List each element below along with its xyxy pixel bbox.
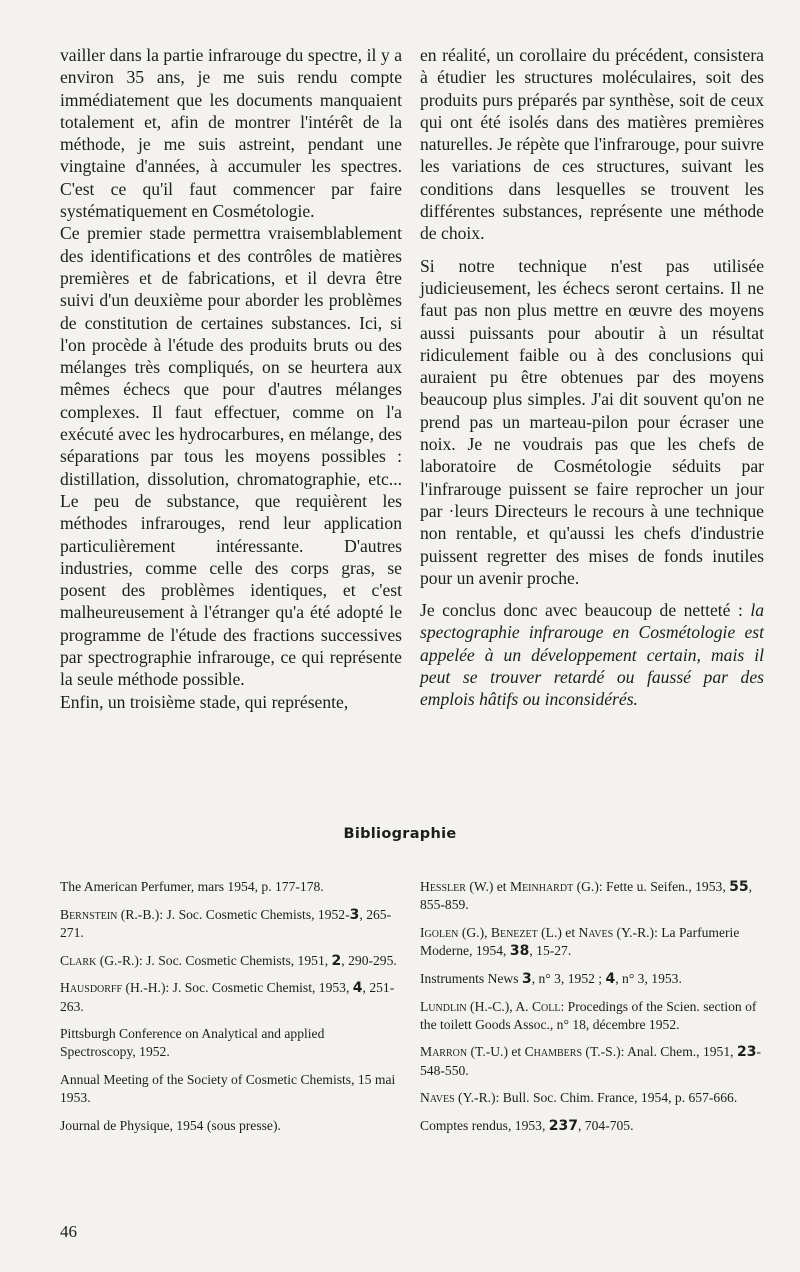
bib-entry xyxy=(60,906,402,942)
right-paragraph-1: en réalité, un corollaire du précédent, consistera à étudier les structures moléculaires, soit des produits purs préparés par synthèse, soit de ceux qui ont été isolés dans des matières premières naturelles. Je répète que l'infrarouge, pour suivre les variations de ces structures, suivant les conditions dans lesquelles se trouvent les différentes substances, représente une méthode de choix. xyxy=(420,45,764,244)
bib-text: (Y.-R.): La Parfumerie Moderne, 1954, xyxy=(420,924,740,959)
bib-pages: , 251-263. xyxy=(60,980,395,1014)
bib-volume: 23 xyxy=(736,1044,757,1061)
bib-text: The American Perfumer, mars 1954, p. 177-178. xyxy=(60,879,324,894)
bib-text: (T.-U.) et xyxy=(467,1044,525,1060)
bib-volume: 3 xyxy=(349,906,360,923)
bib-author: Igolen xyxy=(420,924,459,940)
bib-text: (T.-S.): Anal. Chem., 1951, xyxy=(582,1044,737,1060)
bib-text: (W.) et xyxy=(465,879,510,894)
bib-pages: , 855-859. xyxy=(420,879,753,913)
bib-entry xyxy=(60,1025,402,1061)
bib-pages: , 265-271. xyxy=(60,906,392,940)
bib-entry xyxy=(420,924,766,960)
bib-text: (G.), xyxy=(458,924,491,940)
bib-volume: 38 xyxy=(509,943,530,960)
bib-entry xyxy=(60,1117,402,1135)
bib-text: (H.-C.), A. xyxy=(466,998,532,1014)
bib-volume: 3 xyxy=(521,970,532,987)
bib-pages: , 290-295. xyxy=(341,952,397,968)
bib-volume: 2 xyxy=(331,952,342,969)
bib-author: Chambers xyxy=(524,1044,583,1060)
bib-pages: -548-550. xyxy=(420,1044,761,1078)
bibliography-heading: Bibliographie xyxy=(343,826,457,842)
bib-entry xyxy=(60,1071,402,1107)
bib-text: Instruments News xyxy=(420,970,522,986)
left-paragraph-1: vailler dans la partie infrarouge du spectre, il y a environ 35 ans, je me suis rendu compte immédiatement que les documents manquaient totalement et, afin de montrer l'intérêt de la méthode, je me suis astreint, pendant une vingtaine d'années, à accumuler les spectres. C'est ce qu'il faut commencer par faire systématiquement en Cosmétologie. xyxy=(60,45,402,222)
bib-text: (Y.-R.): Bull. Soc. Chim. France, 1954, p. 657-666. xyxy=(454,1090,738,1106)
bib-author: Marron xyxy=(420,1044,468,1060)
bib-entry xyxy=(420,1089,766,1107)
left-text-column xyxy=(60,44,402,713)
bib-entry xyxy=(420,878,766,914)
bib-author: Naves xyxy=(420,1090,455,1106)
bib-author: Benezet xyxy=(490,924,538,940)
conclusion-italic: la spectographie infrarouge en Cosmétologie est appelée à un développement certain, mais il peut se trouver retardé ou faussé par des emplois hâtifs ou inconsidérés. xyxy=(420,600,764,710)
bib-text: (G.): Fette u. Seifen., 1953, xyxy=(573,879,730,894)
bib-entry xyxy=(420,970,766,988)
left-paragraph-2: Ce premier stade permettra vraisemblablement des identifications et des contrôles de matières premières et de fabrications, et il devra être suivi d'un deuxième pour aborder les problèmes de constitution de certaines substances. Ici, si l'on procède à l'étude des produits bruts ou des mélanges très compliqués, on se heurtera aux mêmes échecs que pour d'autres mélanges complexes. Il faut effectuer, comme on l'a exécuté avec les hydrocarbures, en mélange, des séparations par tous les moyens possibles : distillation, dissolution, chromatographie, etc... Le peu de substance, que requièrent les méthodes infrarouges, rend leur application particulièrement intéressante. D'autres industries, comme celle des corps gras, se posent des problèmes identiques, et c'est malheureusement à l'étranger qu'a été adopté le programme de l'étude des fractions successives par spectrographie infrarouge, ce qui représente la seule méthode possible. xyxy=(60,223,402,690)
bib-text: (L.) et xyxy=(537,924,579,940)
bib-volume: 55 xyxy=(729,879,749,895)
conclusion-paragraph xyxy=(420,599,764,710)
bib-text: Annual Meeting of the Society of Cosmetic Chemists, 15 mai 1953. xyxy=(60,1072,396,1106)
bib-text: , n° 3, 1952 ; xyxy=(531,970,606,986)
bib-entry xyxy=(420,998,766,1034)
page-number: 46 xyxy=(60,1222,77,1241)
bib-entry xyxy=(60,952,402,970)
bib-text: (H.-H.): J. Soc. Cosmetic Chemist, 1953, xyxy=(122,980,353,996)
bib-volume: 237 xyxy=(548,1118,578,1135)
bib-entry xyxy=(60,979,402,1015)
bib-author: Hessler xyxy=(420,879,466,894)
bibliography-right-column xyxy=(420,878,766,1145)
bib-author: Coll xyxy=(531,998,561,1014)
bib-volume: 4 xyxy=(352,980,363,997)
bib-pages: , 704-705. xyxy=(578,1118,634,1134)
bib-volume: 4 xyxy=(605,970,616,987)
bib-entry xyxy=(420,1043,766,1079)
bib-text: (R.-B.): J. Soc. Cosmetic Chemists, 1952- xyxy=(117,906,350,922)
bib-entry xyxy=(420,1117,766,1135)
left-paragraph-3: Enfin, un troisième stade, qui représente, xyxy=(60,691,349,712)
bibliography-left-column xyxy=(60,878,402,1145)
conclusion-intro: Je conclus donc avec beaucoup de netteté : xyxy=(420,600,751,621)
bib-text: Comptes rendus, 1953, xyxy=(420,1118,549,1134)
bib-pages: , n° 3, 1953. xyxy=(615,970,682,986)
bib-author: Bernstein xyxy=(60,906,118,922)
bib-author: Naves xyxy=(578,924,614,940)
bib-text: : Procedings of the Scien. section of the toilett Goods Assoc., n° 18, décembre 1952. xyxy=(420,998,757,1032)
bib-author: Clark xyxy=(60,952,97,968)
right-text-column xyxy=(420,44,764,711)
bib-author: Meinhardt xyxy=(509,879,574,894)
bib-author: Hausdorff xyxy=(60,980,123,996)
bib-text: Journal de Physique, 1954 (sous presse). xyxy=(60,1118,281,1134)
bib-text: (G.-R.): J. Soc. Cosmetic Chemists, 1951, xyxy=(96,952,332,968)
bib-text: Pittsburgh Conference on Analytical and applied Spectroscopy, 1952. xyxy=(60,1026,325,1060)
bib-pages: , 15-27. xyxy=(529,943,572,959)
bib-author: Lundlin xyxy=(420,998,467,1014)
right-paragraph-2: Si notre technique n'est pas utilisée judicieusement, les échecs seront certains. Il ne faut pas non plus mettre en œuvre des moyens aussi puissants pour aboutir à un résultat ridiculement faible ou à des conclusions qui auraient pu être obtenues par des moyens beaucoup plus simples. J'ai dit souvent qu'on ne prend pas un marteau-pilon pour écraser une noix. Je ne voudrais pas que les chefs de laboratoire de Cosmétologie séduits par l'infrarouge puissent se faire reprocher un jour par ·leurs Directeurs le recours à une technique non rentable, et qu'aussi les chefs d'industrie puissent regretter des mises de fonds inutiles pour un avenir proche. xyxy=(420,255,764,588)
bib-entry xyxy=(60,878,402,896)
